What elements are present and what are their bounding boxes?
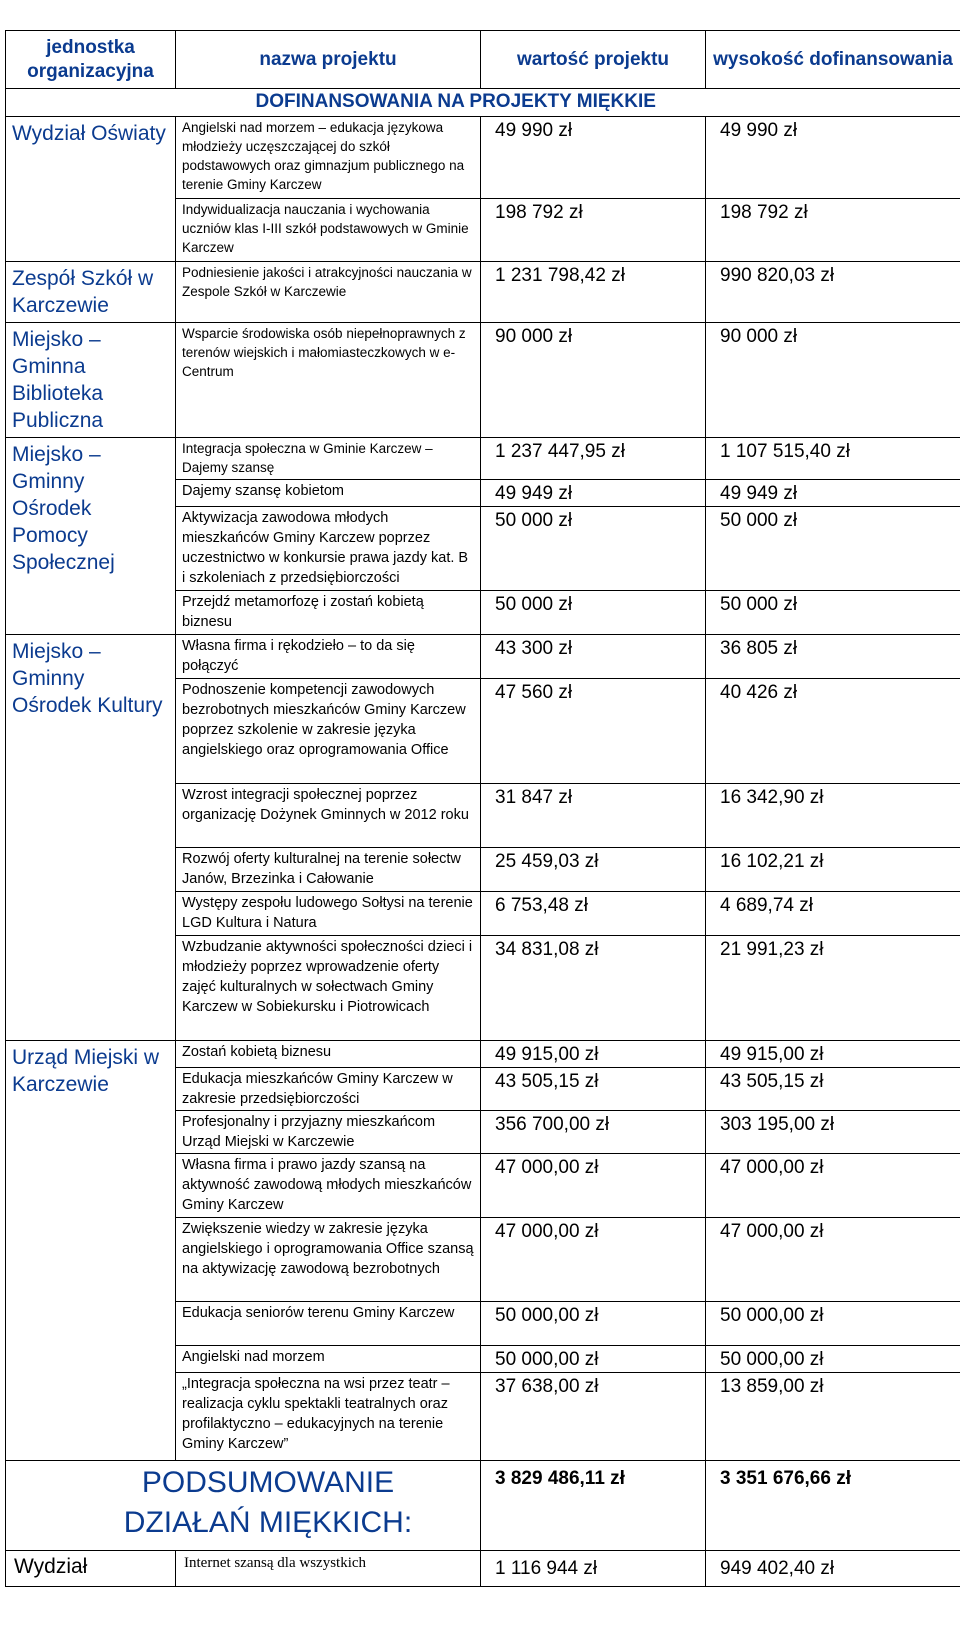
project-value: 1 237 447,95 zł xyxy=(481,438,706,480)
project-funding: 16 102,21 zł xyxy=(706,848,960,892)
table-row xyxy=(6,117,960,199)
section-title-row xyxy=(6,89,960,117)
project-funding: 50 000 zł xyxy=(706,507,960,591)
summary-title: PODSUMOWANIE DZIAŁAŃ MIĘKKICH: xyxy=(6,1461,481,1551)
project-value: 356 700,00 zł xyxy=(481,1111,706,1154)
project-name: Występy zespołu ludowego Sołtysi na terenie LGD Kultura i Natura xyxy=(176,892,481,936)
project-funding: 198 792 zł xyxy=(706,199,960,262)
project-name: Angielski nad morzem – edukacja językowa młodzieży uczęszczającej do szkół podstawowych oraz gimnazjum publicznego na terenie Gminy Karczew xyxy=(176,117,481,199)
project-value: 37 638,00 zł xyxy=(481,1373,706,1461)
project-funding: 16 342,90 zł xyxy=(706,784,960,848)
header-org: jednostka organizacyjna xyxy=(6,31,176,89)
project-name: Własna firma i prawo jazdy szansą na aktywność zawodową młodych mieszkańców Gminy Karczew xyxy=(176,1154,481,1218)
project-name: Aktywizacja zawodowa młodych mieszkańców Gminy Karczew poprzez uczestnictwo w konkursie prawa jazdy kat. B i szkoleniach z przedsiębiorczości xyxy=(176,507,481,591)
section-title: DOFINANSOWANIA NA PROJEKTY MIĘKKIE xyxy=(176,89,960,117)
project-value: 6 753,48 zł xyxy=(481,892,706,936)
project-name: Dajemy szansę kobietom xyxy=(176,480,481,507)
project-name: Wzrost integracji społecznej poprzez organizację Dożynek Gminnych w 2012 roku xyxy=(176,784,481,848)
project-funding: 1 107 515,40 zł xyxy=(706,438,960,480)
project-value: 47 000,00 zł xyxy=(481,1218,706,1302)
project-funding: 303 195,00 zł xyxy=(706,1111,960,1154)
project-name: Wzbudzanie aktywności społeczności dzieci i młodzieży poprzez wprowadzenie oferty zajęć kulturalnych w sołectwach Gminy Karczew w Sobiekursku i Piotrowicach xyxy=(176,936,481,1041)
project-value: 198 792 zł xyxy=(481,199,706,262)
table-row xyxy=(6,1041,960,1068)
project-value: 47 560 zł xyxy=(481,679,706,784)
project-funding: 49 949 zł xyxy=(706,480,960,507)
project-value: 50 000 zł xyxy=(481,591,706,635)
project-name: Indywidualizacja nauczania i wychowania uczniów klas I-III szkół podstawowych w Gminie Karczew xyxy=(176,199,481,262)
project-value: 31 847 zł xyxy=(481,784,706,848)
project-funding: 43 505,15 zł xyxy=(706,1068,960,1111)
project-funding: 47 000,00 zł xyxy=(706,1154,960,1218)
project-funding: 90 000 zł xyxy=(706,323,960,438)
header-project-name: nazwa projektu xyxy=(176,31,481,89)
project-value: 25 459,03 zł xyxy=(481,848,706,892)
org-mok: Miejsko – Gminny Ośrodek Kultury xyxy=(6,635,176,1041)
table-header-row xyxy=(6,31,960,89)
project-value: 43 505,15 zł xyxy=(481,1068,706,1111)
projects-table xyxy=(5,30,960,1587)
header-project-value: wartość projektu xyxy=(481,31,706,89)
project-funding: 949 402,40 zł xyxy=(706,1551,960,1587)
table-row xyxy=(6,438,960,480)
project-name: Edukacja seniorów terenu Gminy Karczew xyxy=(176,1302,481,1346)
project-funding: 49 915,00 zł xyxy=(706,1041,960,1068)
project-value: 49 990 zł xyxy=(481,117,706,199)
project-value: 50 000 zł xyxy=(481,507,706,591)
project-name: Podnoszenie kompetencji zawodowych bezrobotnych mieszkańców Gminy Karczew poprzez szkolenie w zakresie języka angielskiego oraz oprogramowania Office xyxy=(176,679,481,784)
table-row xyxy=(6,635,960,679)
project-funding: 13 859,00 zł xyxy=(706,1373,960,1461)
project-name: Zostań kobietą biznesu xyxy=(176,1041,481,1068)
project-value: 34 831,08 zł xyxy=(481,936,706,1041)
org-oswiata: Wydział Oświaty xyxy=(6,117,176,262)
project-name: Rozwój oferty kulturalnej na terenie sołectw Janów, Brzezinka i Całowanie xyxy=(176,848,481,892)
project-name: Edukacja mieszkańców Gminy Karczew w zakresie przedsiębiorczości xyxy=(176,1068,481,1111)
project-value: 47 000,00 zł xyxy=(481,1154,706,1218)
project-funding: 50 000,00 zł xyxy=(706,1346,960,1373)
project-value: 90 000 zł xyxy=(481,323,706,438)
project-funding: 36 805 zł xyxy=(706,635,960,679)
project-name: Profesjonalny i przyjazny mieszkańcom Urząd Miejski w Karczewie xyxy=(176,1111,481,1154)
project-value: 50 000,00 zł xyxy=(481,1346,706,1373)
project-value: 43 300 zł xyxy=(481,635,706,679)
project-funding: 50 000 zł xyxy=(706,591,960,635)
project-funding: 4 689,74 zł xyxy=(706,892,960,936)
org-mops: Miejsko – Gminny Ośrodek Pomocy Społecznej xyxy=(6,438,176,635)
summary-value: 3 829 486,11 zł xyxy=(481,1461,706,1551)
project-funding: 50 000,00 zł xyxy=(706,1302,960,1346)
project-value: 1 231 798,42 zł xyxy=(481,262,706,323)
org-biblioteka: Miejsko – Gminna Biblioteka Publiczna xyxy=(6,323,176,438)
summary-row xyxy=(6,1461,960,1551)
project-value: 50 000,00 zł xyxy=(481,1302,706,1346)
project-funding: 40 426 zł xyxy=(706,679,960,784)
project-name: Przejdź metamorfozę i zostań kobietą biznesu xyxy=(176,591,481,635)
section-title-spacer xyxy=(6,89,176,117)
project-funding: 49 990 zł xyxy=(706,117,960,199)
project-name: Podniesienie jakości i atrakcyjności nauczania w Zespole Szkół w Karczewie xyxy=(176,262,481,323)
org-zespol-szkol: Zespół Szkół w Karczewie xyxy=(6,262,176,323)
project-name: Internet szansą dla wszystkich xyxy=(176,1551,481,1587)
project-funding: 21 991,23 zł xyxy=(706,936,960,1041)
project-name: Wsparcie środowiska osób niepełnoprawnych z terenów wiejskich i małomiasteczkowych w e-Centrum xyxy=(176,323,481,438)
summary-funding: 3 351 676,66 zł xyxy=(706,1461,960,1551)
project-value: 49 949 zł xyxy=(481,480,706,507)
project-value: 1 116 944 zł xyxy=(481,1551,706,1587)
project-name: Zwiększenie wiedzy w zakresie języka angielskiego i oprogramowania Office szansą na aktywizację zawodową bezrobotnych xyxy=(176,1218,481,1302)
table-row xyxy=(6,262,960,323)
table-row xyxy=(6,1551,960,1587)
org-wydzial: Wydział xyxy=(6,1551,176,1587)
project-name: Angielski nad morzem xyxy=(176,1346,481,1373)
project-value: 49 915,00 zł xyxy=(481,1041,706,1068)
project-name: „Integracja społeczna na wsi przez teatr – realizacja cyklu spektakli teatralnych oraz profilaktyczno – edukacyjnych na terenie Gminy Karczew” xyxy=(176,1373,481,1461)
project-funding: 47 000,00 zł xyxy=(706,1218,960,1302)
project-funding: 990 820,03 zł xyxy=(706,262,960,323)
project-name: Własna firma i rękodzieło – to da się połączyć xyxy=(176,635,481,679)
header-funding: wysokość dofinansowania xyxy=(706,31,960,89)
project-name: Integracja społeczna w Gminie Karczew – Dajemy szansę xyxy=(176,438,481,480)
org-urzad-miejski: Urząd Miejski w Karczewie xyxy=(6,1041,176,1461)
table-row xyxy=(6,323,960,438)
